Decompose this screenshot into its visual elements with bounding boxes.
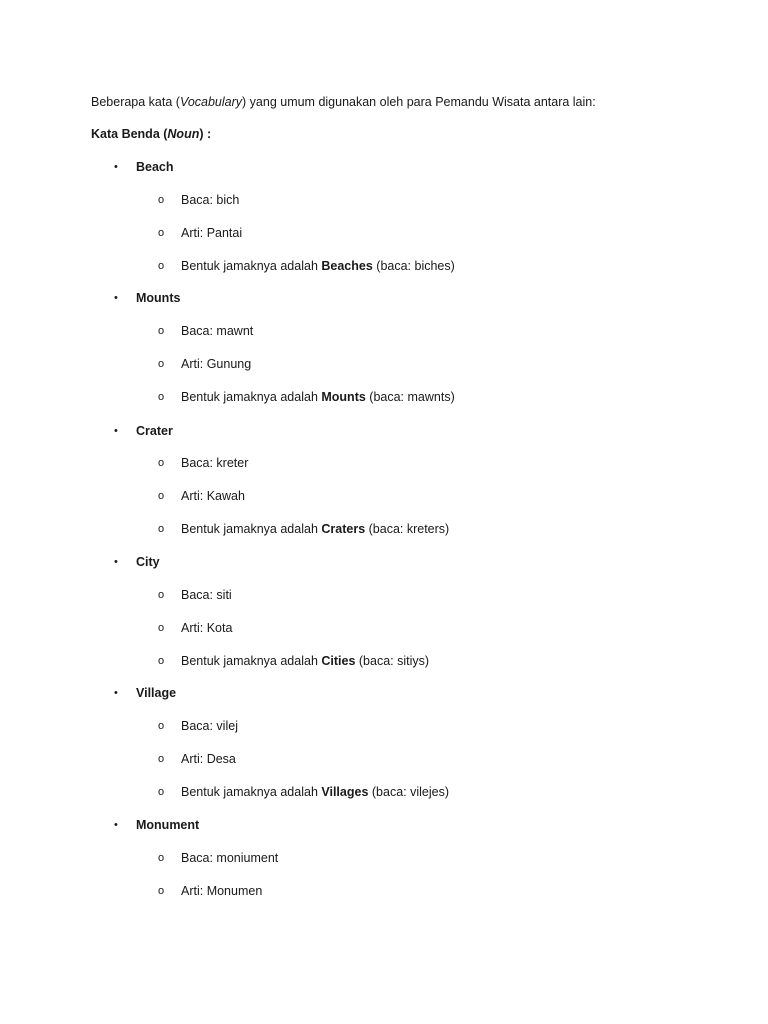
noun-plural xyxy=(181,521,449,537)
noun-pronunciation: Baca: moniument xyxy=(181,851,279,865)
sub-bullet-icon: o xyxy=(158,720,165,732)
heading-italic-term: Noun xyxy=(167,127,200,141)
heading-suffix: ) : xyxy=(199,127,212,141)
sub-bullet-icon: o xyxy=(158,391,165,403)
noun-pronunciation: Baca: bich xyxy=(181,193,240,207)
noun-plural xyxy=(181,258,455,274)
plural-suffix: (baca: mawnts) xyxy=(365,390,455,404)
sub-bullet-icon: o xyxy=(158,358,165,370)
intro-suffix: ) yang umum digunakan oleh para Pemandu Wisata antara lain: xyxy=(242,95,596,109)
noun-meaning: Arti: Pantai xyxy=(181,226,243,240)
noun-meaning: Arti: Monumen xyxy=(181,884,263,898)
bullet-icon: • xyxy=(114,425,118,437)
noun-pronunciation: Baca: siti xyxy=(181,588,232,602)
noun-meaning: Arti: Kota xyxy=(181,621,233,635)
section-heading xyxy=(91,126,211,142)
sub-bullet-icon: o xyxy=(158,227,165,239)
plural-word: Villages xyxy=(321,785,369,799)
plural-suffix: (baca: kreters) xyxy=(365,522,450,536)
sub-bullet-icon: o xyxy=(158,655,165,667)
plural-suffix: (baca: biches) xyxy=(372,259,455,273)
sub-bullet-icon: o xyxy=(158,260,165,272)
plural-word: Craters xyxy=(321,522,366,536)
sub-bullet-icon: o xyxy=(158,325,165,337)
plural-word: Cities xyxy=(321,654,356,668)
noun-term: Mounts xyxy=(136,291,181,305)
plural-prefix: Bentuk jamaknya adalah xyxy=(181,259,322,273)
sub-bullet-icon: o xyxy=(158,194,165,206)
noun-term: Village xyxy=(136,686,177,700)
noun-plural xyxy=(181,389,455,405)
sub-bullet-icon: o xyxy=(158,523,165,535)
plural-word: Beaches xyxy=(321,259,373,273)
noun-meaning: Arti: Desa xyxy=(181,752,236,766)
noun-term: City xyxy=(136,555,160,569)
bullet-icon: • xyxy=(114,687,118,699)
plural-prefix: Bentuk jamaknya adalah xyxy=(181,785,322,799)
plural-prefix: Bentuk jamaknya adalah xyxy=(181,390,322,404)
plural-prefix: Bentuk jamaknya adalah xyxy=(181,654,322,668)
intro-paragraph xyxy=(91,94,596,110)
noun-plural xyxy=(181,784,449,800)
bullet-icon: • xyxy=(114,556,118,568)
noun-meaning: Arti: Kawah xyxy=(181,489,245,503)
plural-prefix: Bentuk jamaknya adalah xyxy=(181,522,322,536)
sub-bullet-icon: o xyxy=(158,490,165,502)
noun-meaning: Arti: Gunung xyxy=(181,357,252,371)
noun-term: Monument xyxy=(136,818,200,832)
plural-suffix: (baca: vilejes) xyxy=(368,785,449,799)
bullet-icon: • xyxy=(114,819,118,831)
plural-word: Mounts xyxy=(321,390,366,404)
noun-term: Crater xyxy=(136,424,173,438)
bullet-icon: • xyxy=(114,292,118,304)
sub-bullet-icon: o xyxy=(158,622,165,634)
intro-italic-term: Vocabulary xyxy=(179,95,243,109)
noun-pronunciation: Baca: vilej xyxy=(181,719,238,733)
intro-prefix: Beberapa kata ( xyxy=(91,95,180,109)
noun-pronunciation: Baca: kreter xyxy=(181,456,249,470)
sub-bullet-icon: o xyxy=(158,589,165,601)
sub-bullet-icon: o xyxy=(158,753,165,765)
sub-bullet-icon: o xyxy=(158,852,165,864)
noun-pronunciation: Baca: mawnt xyxy=(181,324,254,338)
sub-bullet-icon: o xyxy=(158,786,165,798)
plural-suffix: (baca: sitiys) xyxy=(355,654,430,668)
heading-prefix: Kata Benda ( xyxy=(91,127,168,141)
noun-plural xyxy=(181,653,429,669)
sub-bullet-icon: o xyxy=(158,885,165,897)
sub-bullet-icon: o xyxy=(158,457,165,469)
bullet-icon: • xyxy=(114,161,118,173)
noun-term: Beach xyxy=(136,160,174,174)
